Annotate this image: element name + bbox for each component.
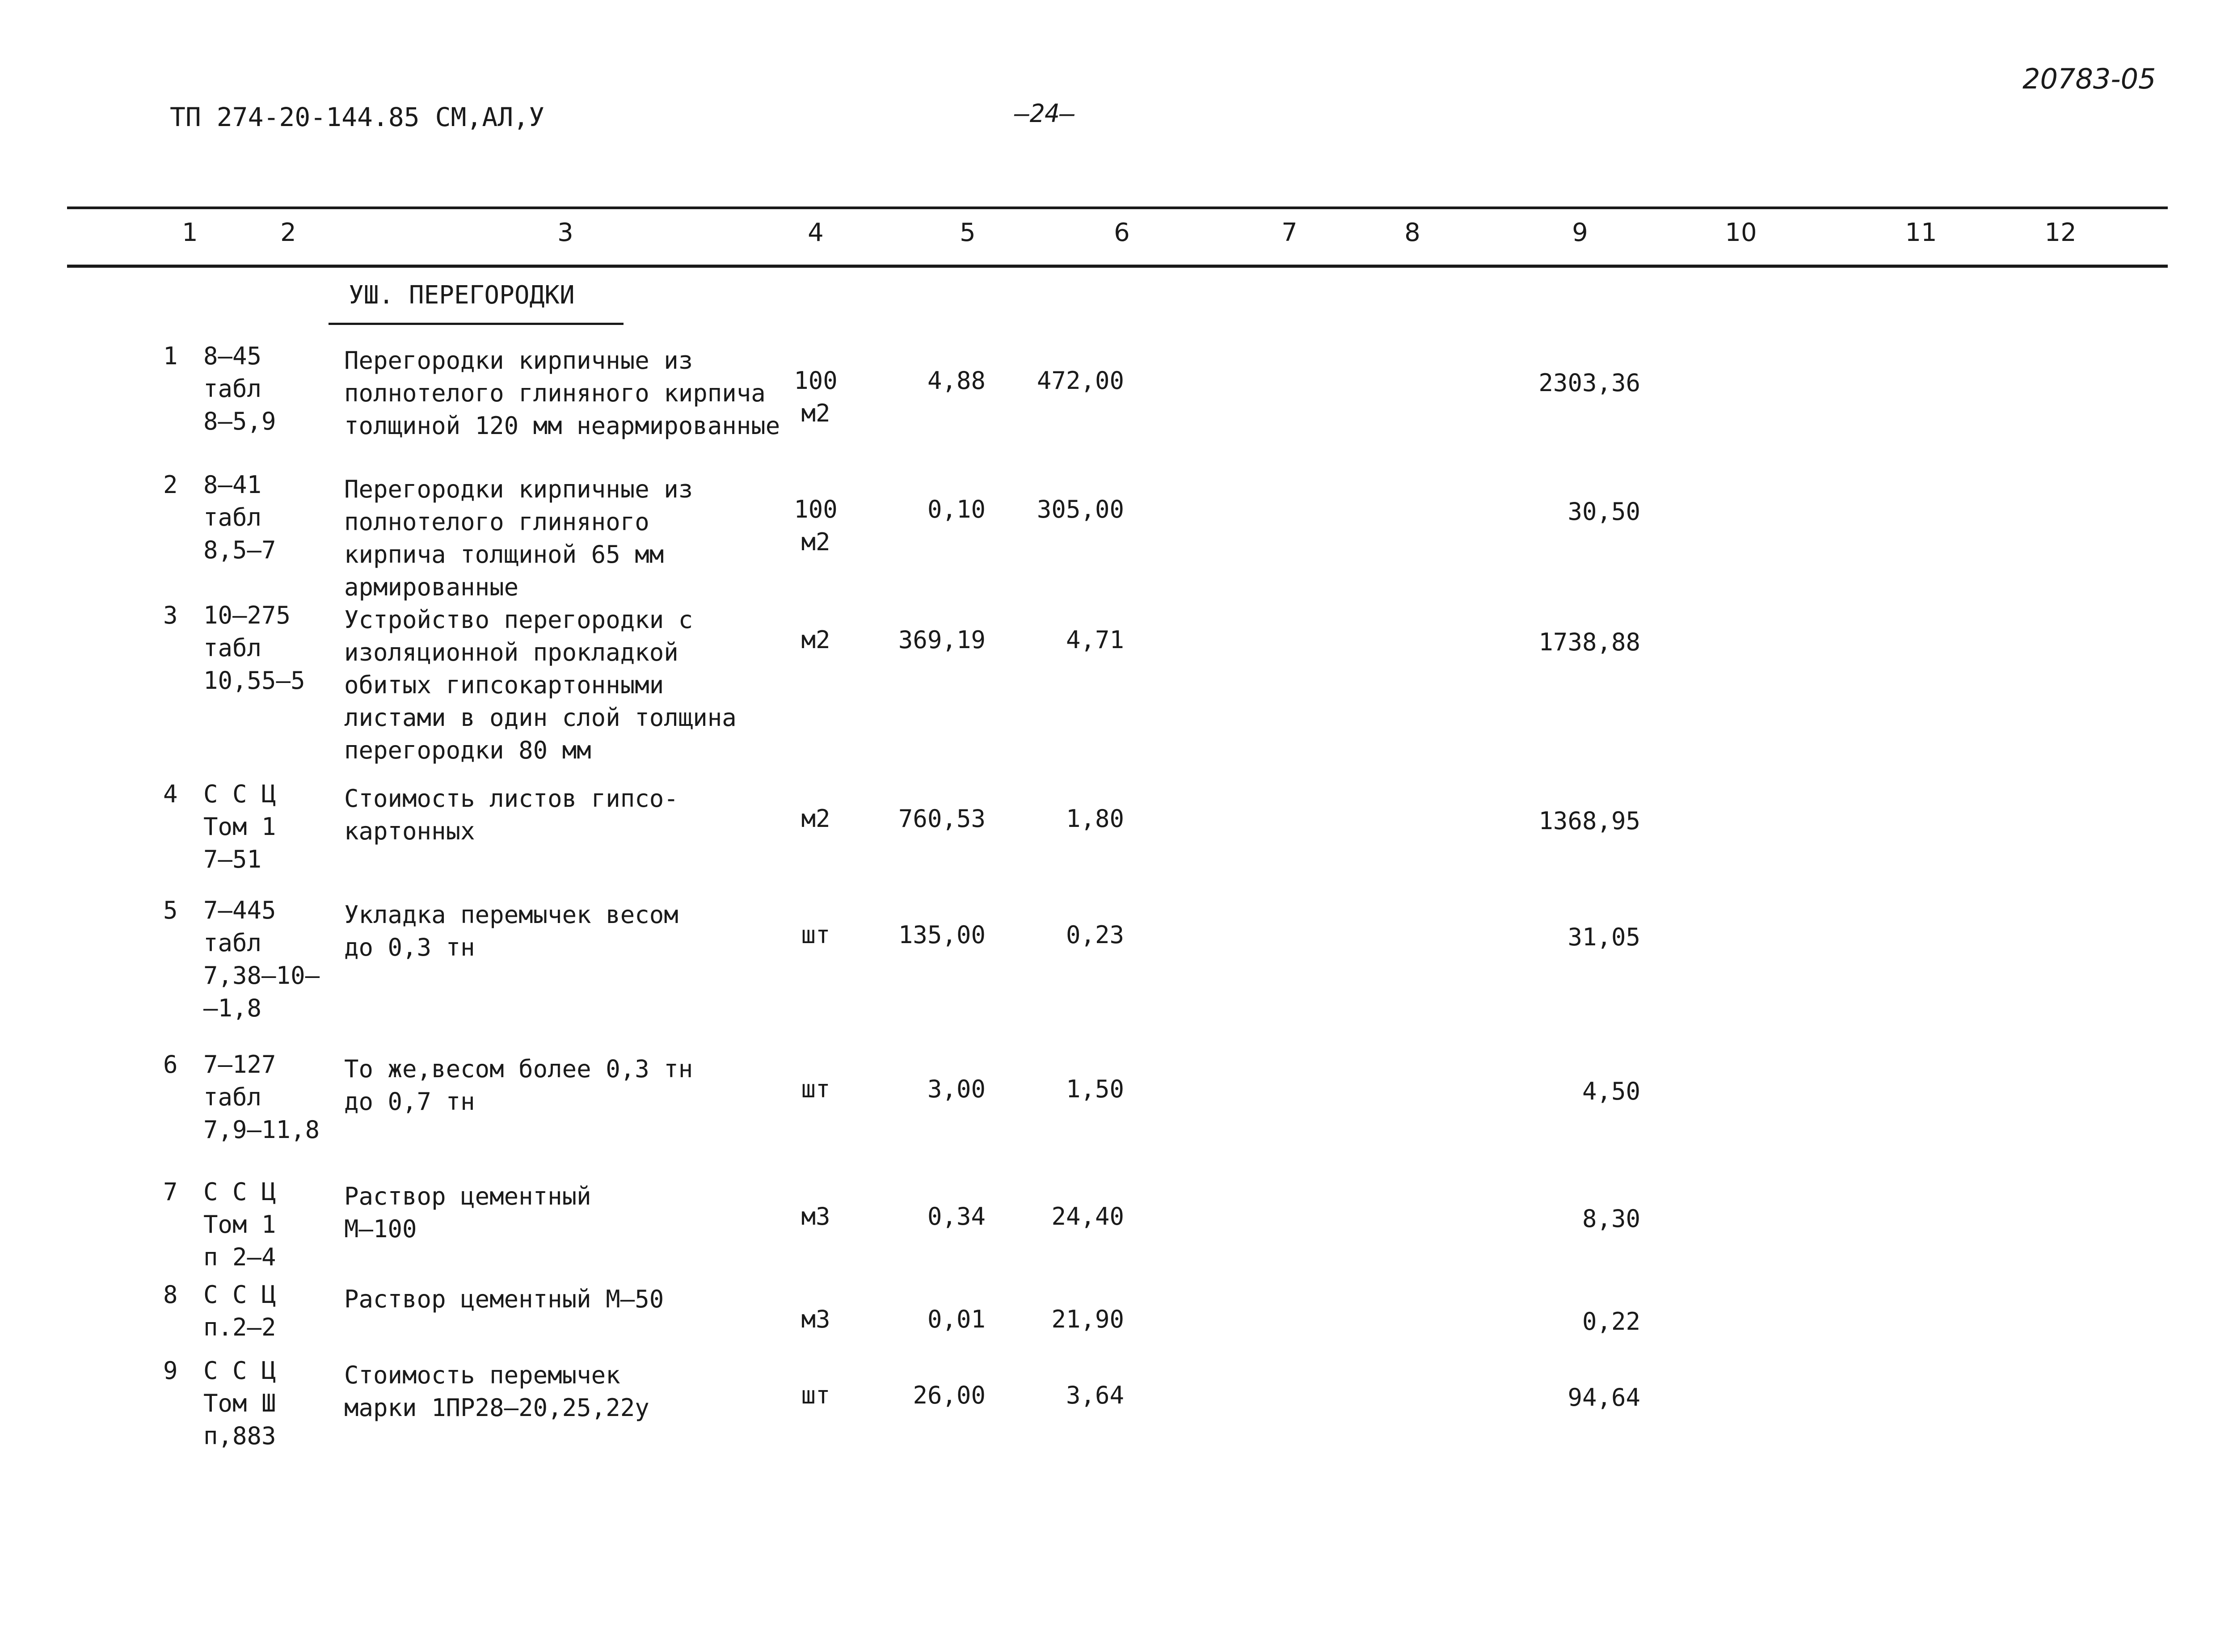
row-unit-price: 4,71 bbox=[1066, 626, 1124, 654]
row-unit: м3 bbox=[801, 1202, 830, 1231]
row-quantity: 135,00 bbox=[898, 921, 986, 949]
row-number: 1 bbox=[163, 342, 178, 370]
row-work-name: Укладка перемычек весом до 0,3 тн bbox=[344, 901, 678, 961]
row-number: 9 bbox=[163, 1357, 178, 1385]
row-number: 8 bbox=[163, 1281, 178, 1309]
column-header-1: 1 bbox=[182, 218, 198, 247]
column-header-2: 2 bbox=[280, 218, 296, 247]
row-work-name: Раствор цементный М–100 bbox=[344, 1182, 591, 1243]
row-quantity: 0,10 bbox=[927, 495, 986, 523]
document-code: ТП 274-20-144.85 СМ,АЛ,У bbox=[170, 102, 545, 132]
row-norm-code: 7–127 табл 7,9–11,8 bbox=[203, 1050, 320, 1144]
row-norm-code: С С Ц Том 1 7–51 bbox=[203, 780, 276, 873]
row-quantity: 4,88 bbox=[927, 367, 986, 395]
row-unit: м3 bbox=[801, 1305, 830, 1333]
row-work-name: Перегородки кирпичные из полнотелого глиняного кирпича толщиной 120 мм неармированные bbox=[344, 346, 780, 440]
row-work-name: То же,весом более 0,3 тн до 0,7 тн bbox=[344, 1055, 693, 1116]
row-total-cost: 8,30 bbox=[1582, 1205, 1640, 1233]
row-quantity: 26,00 bbox=[913, 1381, 986, 1409]
row-work-name: Стоимость листов гипсо- картонных bbox=[344, 784, 678, 845]
row-number: 5 bbox=[163, 896, 178, 924]
row-unit: 100 м2 bbox=[794, 495, 838, 556]
row-norm-code: 8–45 табл 8–5,9 bbox=[203, 342, 276, 435]
row-total-cost: 0,22 bbox=[1582, 1307, 1640, 1336]
row-unit: шт bbox=[801, 921, 830, 949]
row-number: 7 bbox=[163, 1178, 178, 1206]
row-total-cost: 1738,88 bbox=[1538, 628, 1640, 656]
row-unit-price: 3,64 bbox=[1066, 1381, 1124, 1409]
row-norm-code: С С Ц Том 1 п 2–4 bbox=[203, 1178, 276, 1271]
row-quantity: 0,01 bbox=[927, 1305, 986, 1333]
row-quantity: 760,53 bbox=[898, 805, 986, 833]
row-unit: м2 bbox=[801, 626, 830, 654]
archive-number: 20783-05 bbox=[2023, 63, 2156, 95]
row-unit-price: 305,00 bbox=[1037, 495, 1124, 523]
row-quantity: 0,34 bbox=[927, 1202, 986, 1231]
row-number: 3 bbox=[163, 601, 178, 629]
row-total-cost: 30,50 bbox=[1567, 497, 1640, 526]
row-unit: шт bbox=[801, 1381, 830, 1409]
section-title: УШ. ПЕРЕГОРОДКИ bbox=[349, 281, 575, 310]
column-header-5: 5 bbox=[960, 218, 976, 247]
row-unit: шт bbox=[801, 1075, 830, 1103]
column-header-6: 6 bbox=[1114, 218, 1130, 247]
row-unit-price: 472,00 bbox=[1037, 367, 1124, 395]
row-number: 6 bbox=[163, 1050, 178, 1079]
column-header-7: 7 bbox=[1281, 218, 1298, 247]
row-norm-code: С С Ц Том Ш п,883 bbox=[203, 1357, 276, 1450]
column-header-8: 8 bbox=[1404, 218, 1420, 247]
table-header-rule bbox=[67, 265, 2168, 268]
row-quantity: 3,00 bbox=[927, 1075, 986, 1103]
row-work-name: Стоимость перемычек марки 1ПР28–20,25,22у bbox=[344, 1361, 649, 1422]
row-total-cost: 2303,36 bbox=[1538, 369, 1640, 397]
row-norm-code: 7–445 табл 7,38–10– –1,8 bbox=[203, 896, 320, 1022]
row-unit-price: 24,40 bbox=[1051, 1202, 1124, 1231]
row-total-cost: 31,05 bbox=[1567, 923, 1640, 951]
section-title-underline bbox=[329, 323, 624, 325]
row-work-name: Раствор цементный М–50 bbox=[344, 1285, 664, 1313]
row-unit-price: 21,90 bbox=[1051, 1305, 1124, 1333]
column-header-3: 3 bbox=[557, 218, 573, 247]
row-work-name: Перегородки кирпичные из полнотелого глиняного кирпича толщиной 65 мм армированные bbox=[344, 475, 693, 601]
row-total-cost: 4,50 bbox=[1582, 1077, 1640, 1105]
row-number: 4 bbox=[163, 780, 178, 808]
row-number: 2 bbox=[163, 471, 178, 499]
page-number: –24– bbox=[1015, 99, 1075, 128]
row-unit-price: 0,23 bbox=[1066, 921, 1124, 949]
row-norm-code: 8–41 табл 8,5–7 bbox=[203, 471, 276, 564]
row-norm-code: С С Ц п.2–2 bbox=[203, 1281, 276, 1341]
column-header-12: 12 bbox=[2044, 218, 2077, 247]
column-header-10: 10 bbox=[1725, 218, 1757, 247]
row-unit: м2 bbox=[801, 805, 830, 833]
table-top-rule bbox=[67, 206, 2168, 209]
column-header-9: 9 bbox=[1572, 218, 1588, 247]
column-header-4: 4 bbox=[808, 218, 824, 247]
row-quantity: 369,19 bbox=[898, 626, 986, 654]
row-unit: 100 м2 bbox=[794, 367, 838, 427]
row-total-cost: 1368,95 bbox=[1538, 807, 1640, 835]
row-total-cost: 94,64 bbox=[1567, 1383, 1640, 1412]
row-unit-price: 1,50 bbox=[1066, 1075, 1124, 1103]
row-work-name: Устройство перегородки с изоляционной прокладкой обитых гипсокартонными листами в один слой толщина перегородки 80 мм bbox=[344, 606, 737, 764]
row-unit-price: 1,80 bbox=[1066, 805, 1124, 833]
column-header-11: 11 bbox=[1905, 218, 1937, 247]
row-norm-code: 10–275 табл 10,55–5 bbox=[203, 601, 305, 695]
